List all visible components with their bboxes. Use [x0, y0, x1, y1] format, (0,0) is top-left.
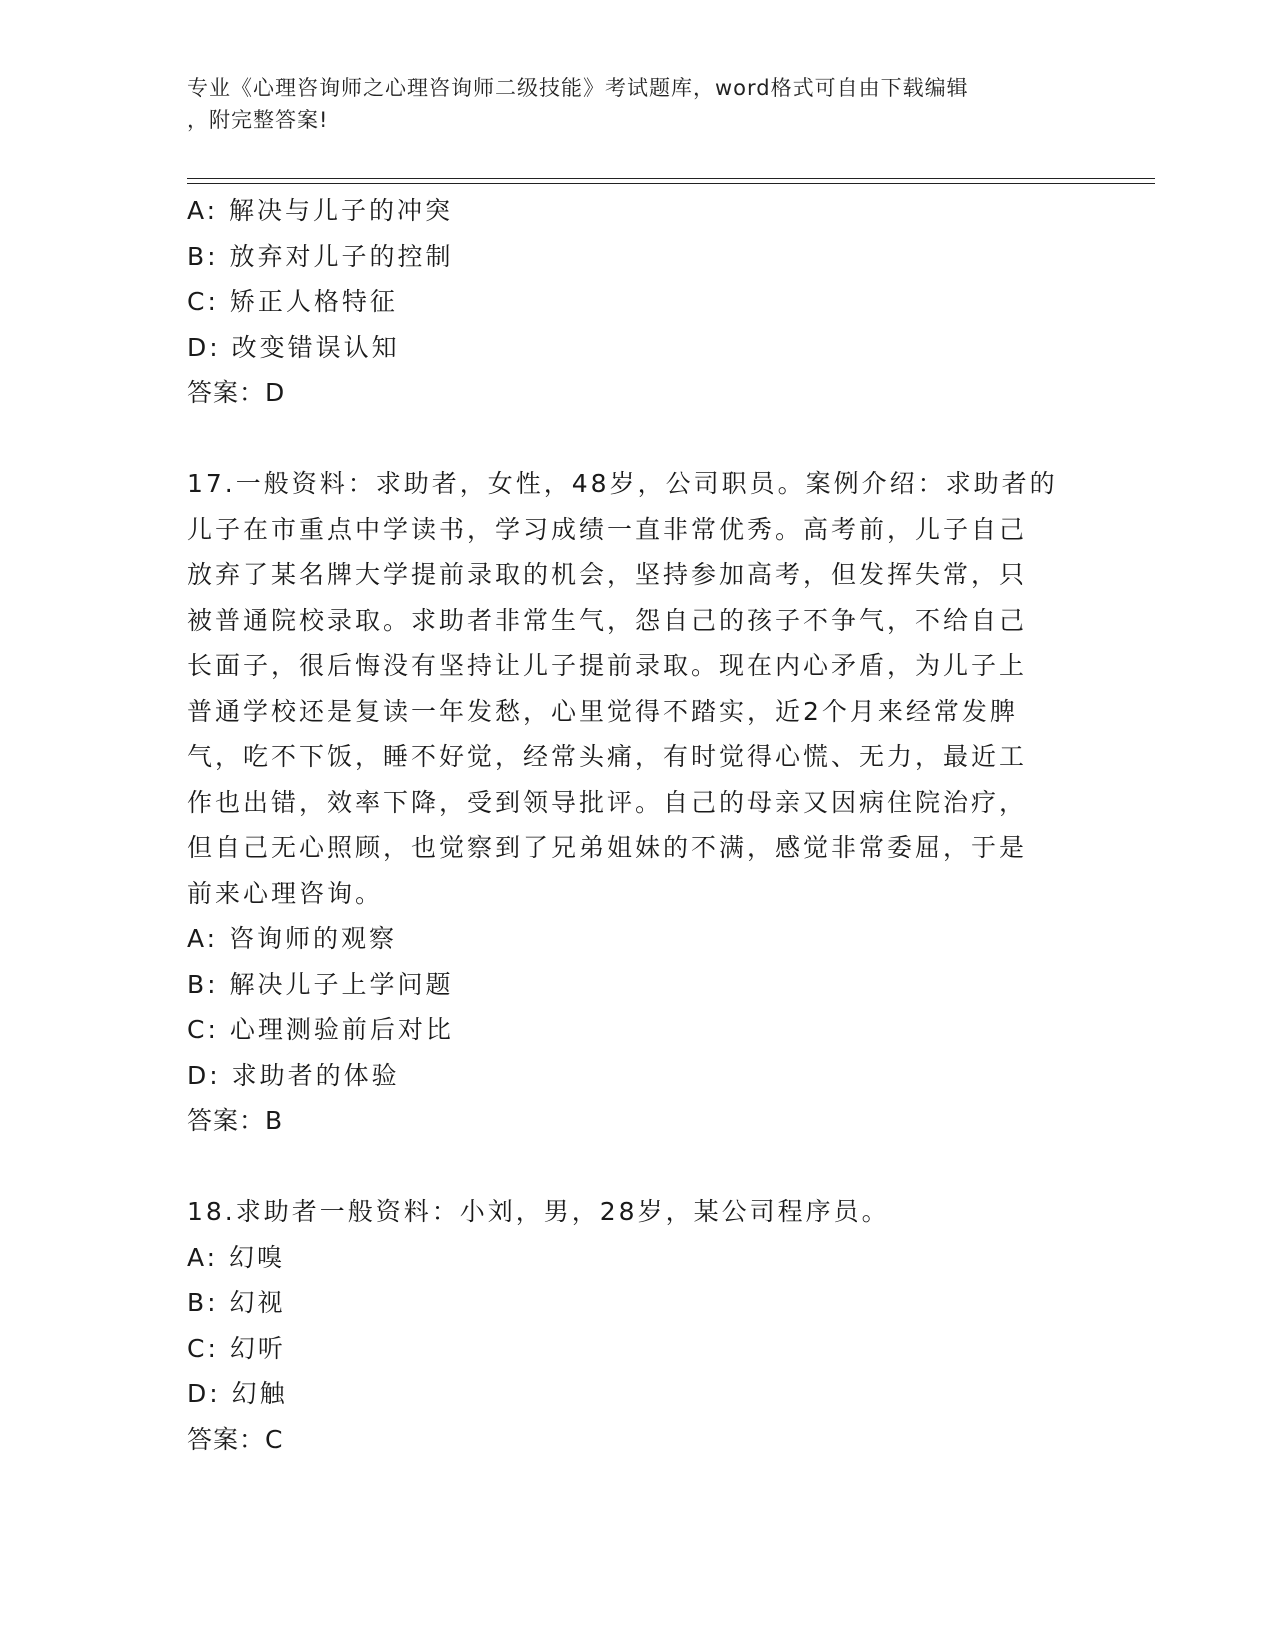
question-stem	[187, 461, 1087, 916]
option-b: B: 解决儿子上学问题	[187, 969, 454, 999]
question-16	[187, 188, 1087, 416]
stem-line: 17.一般资料：求助者，女性，48岁，公司职员。案例介绍：求助者的	[187, 469, 1058, 498]
header-line-1: 专业《心理咨询师之心理咨询师二级技能》考试题库，word格式可自由下载编辑	[187, 76, 969, 100]
question-gap	[187, 1144, 1087, 1190]
stem-line: 但自己无心照顾，也觉察到了兄弟姐妹的不满，感觉非常委屈，于是	[187, 833, 1028, 862]
question-list	[187, 188, 1087, 1462]
option-c: C: 幻听	[187, 1333, 286, 1363]
stem-line: 放弃了某名牌大学提前录取的机会，坚持参加高考，但发挥失常，只	[187, 560, 1028, 589]
option-c: C: 矫正人格特征	[187, 287, 398, 316]
stem-line: 儿子在市重点中学读书，学习成绩一直非常优秀。高考前，儿子自己	[187, 514, 1028, 544]
option-c: C: 心理测验前后对比	[187, 1015, 454, 1044]
header-line-2: ，附完整答案!	[187, 108, 329, 132]
question-stem: 18.求助者一般资料：小刘，男，28岁，某公司程序员。	[187, 1197, 890, 1226]
question-18	[187, 1189, 1087, 1462]
option-a: A: 幻嗅	[187, 1242, 286, 1272]
stem-line: 被普通院校录取。求助者非常生气，怨自己的孩子不争气，不给自己	[187, 605, 1028, 635]
header-divider-bottom	[187, 183, 1155, 184]
option-b: B: 幻视	[187, 1288, 286, 1317]
answer-line: 答案：D	[187, 378, 286, 407]
option-a: A: 解决与儿子的冲突	[187, 196, 454, 225]
option-d: D: 幻触	[187, 1379, 288, 1408]
option-a: A: 咨询师的观察	[187, 924, 398, 953]
option-d: D: 改变错误认知	[187, 332, 400, 362]
option-b: B: 放弃对儿子的控制	[187, 241, 454, 271]
stem-line: 前来心理咨询。	[187, 878, 384, 908]
header-divider-top	[187, 178, 1155, 179]
question-gap	[187, 416, 1087, 462]
stem-line: 气，吃不下饭，睡不好觉，经常头痛，有时觉得心慌、无力，最近工	[187, 742, 1028, 771]
document-header	[187, 72, 1067, 136]
stem-line: 普通学校还是复读一年发愁，心里觉得不踏实，近2个月来经常发脾	[187, 696, 1018, 726]
option-d: D: 求助者的体验	[187, 1060, 400, 1090]
answer-line: 答案：C	[187, 1424, 284, 1454]
stem-line: 长面子，很后悔没有坚持让儿子提前录取。现在内心矛盾，为儿子上	[187, 651, 1028, 680]
question-17	[187, 461, 1087, 1144]
stem-line: 作也出错，效率下降，受到领导批评。自己的母亲又因病住院治疗，	[187, 787, 1028, 817]
answer-line: 答案：B	[187, 1106, 284, 1135]
